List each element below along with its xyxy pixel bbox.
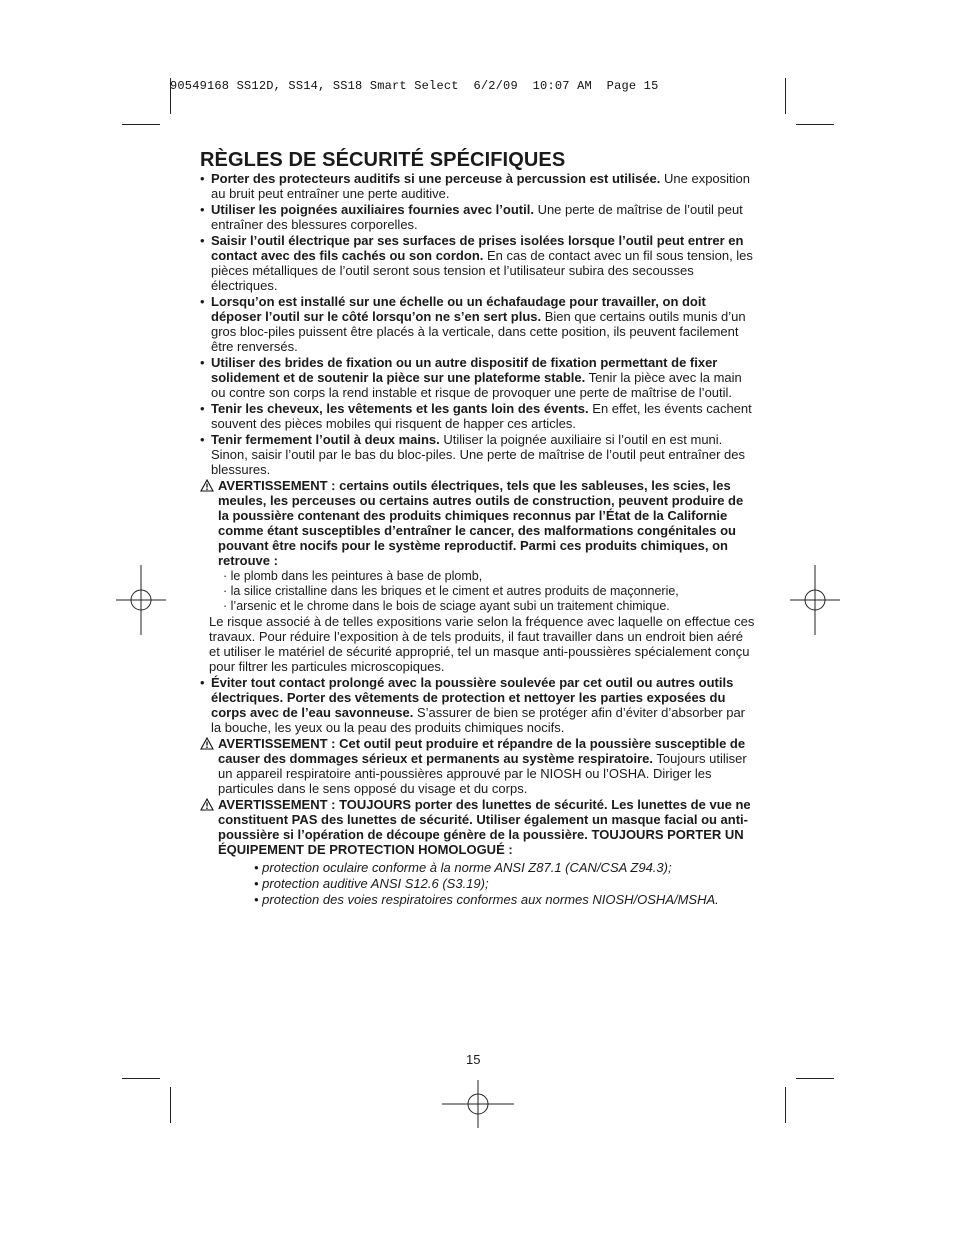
warning-block — [200, 478, 756, 568]
warning-block — [200, 736, 756, 796]
bullet-icon: • — [200, 401, 205, 416]
rule-text: Tenir la pièce avec la main ou contre son corps la rend instable et risque de provoquer une perte de maîtrise de l’outil. — [211, 370, 742, 400]
rule-lead: Porter des protecteurs auditifs si une perceuse à percussion est utilisée. — [211, 171, 661, 186]
print-slug: 90549168 SS12D, SS14, SS18 Smart Select 6/2/09 10:07 AM Page 15 — [170, 79, 659, 93]
crop-mark — [122, 124, 160, 125]
rule-lead: Utiliser des brides de fixation ou un autre dispositif de fixation permettant de fixer solidement et de soutenir la pièce sur une plateforme stable. — [211, 355, 718, 385]
rule-item — [200, 233, 756, 293]
registration-mark-bottom-icon — [442, 1080, 514, 1128]
warning-block — [200, 797, 756, 857]
rule-text: En cas de contact avec un fil sous tension, les pièces métalliques de l’outil seront sous tension et l’utilisateur subira des secousses électriques. — [211, 248, 753, 293]
rule-item — [200, 401, 756, 431]
warning-text: AVERTISSEMENT : certains outils électriques, tels que les sableuses, les scies, les meules, les perceuses ou certains autres outils de construction, peuvent produire de la poussière contenant des produits chimiques reconnus par l’État de la Californie comme étant susceptibles d’entraîner le cancer, des malformations congénitales ou pouvant être nocifs pour le système reproductif. Parmi ces produits chimiques, on retrouve : — [218, 478, 744, 568]
rule-item — [200, 294, 756, 354]
warning-triangle-icon — [200, 737, 214, 753]
page-title: RÈGLES DE SÉCURITÉ SPÉCIFIQUES — [200, 149, 566, 171]
rule-item — [200, 432, 756, 477]
rule-text: Une perte de maîtrise de l’outil peut entraîner des blessures corporelles. — [211, 202, 743, 232]
bullet-icon: • — [200, 294, 205, 309]
rule-text: S’assurer de bien se protéger afin d’éviter d’absorber par la bouche, les yeux ou la peau des produits chimiques nocifs. — [211, 705, 746, 735]
warning-text: AVERTISSEMENT : Cet outil peut produire et répandre de la poussière susceptible de causer des dommages sérieux et permanents au système respiratoire. — [218, 736, 746, 766]
bullet-icon: • — [200, 432, 205, 447]
list-item: • protection oculaire conforme à la norme ANSI Z87.1 (CAN/CSA Z94.3); — [254, 860, 672, 875]
rule-text: Utiliser la poignée auxiliaire si l’outil en est muni. Sinon, saisir l’outil par le bas du bloc-piles. Une perte de maîtrise de l’outil peut entraîner des blessures. — [211, 432, 746, 477]
rule-lead: Éviter tout contact prolongé avec la poussière soulevée par cet outil ou autres outils électriques. Porter des vêtements de protection et nettoyer les parties exposées du corps avec de l’eau savonneuse. — [211, 675, 734, 720]
rule-item — [200, 675, 756, 735]
warning-text: AVERTISSEMENT : TOUJOURS porter des lunettes de sécurité. Les lunettes de vue ne constituent PAS des lunettes de sécurité. Utiliser également un masque facial ou anti-poussière si l’opération de découpe génère de la poussière. TOUJOURS PORTER UN ÉQUIPEMENT DE PROTECTION HOMOLOGUÉ : — [218, 797, 751, 857]
crop-mark — [785, 78, 786, 114]
rule-lead: Lorsqu’on est installé sur une échelle ou un échafaudage pour travailler, on doit déposer l’outil sur le côté lorsqu’on ne s’en sert plus. — [211, 294, 706, 324]
crop-mark — [122, 1078, 160, 1079]
rule-item — [200, 355, 756, 400]
bullet-icon: • — [200, 202, 205, 217]
bullet-icon: • — [200, 233, 205, 248]
bullet-icon: • — [200, 355, 205, 370]
page-number: 15 — [466, 1052, 481, 1067]
rule-lead: Tenir fermement l’outil à deux mains. — [211, 432, 440, 447]
bullet-icon: • — [200, 171, 205, 186]
protection-standards-list — [200, 860, 756, 908]
rule-lead: Utiliser les poignées auxiliaires fournies avec l’outil. — [211, 202, 534, 217]
crop-mark — [796, 1078, 834, 1079]
rule-lead: Tenir les cheveux, les vêtements et les gants loin des évents. — [211, 401, 589, 416]
registration-mark-left-icon — [116, 565, 166, 635]
rule-text: En effet, les évents cachent souvent des pièces mobiles qui risquent de happer ces articles. — [211, 401, 752, 431]
list-item: • protection auditive ANSI S12.6 (S3.19); — [254, 876, 489, 891]
warning-triangle-icon — [200, 798, 214, 814]
bullet-icon: • — [200, 675, 205, 690]
list-item: · le plomb dans les peintures à base de plomb, — [223, 569, 483, 583]
crop-mark — [796, 124, 834, 125]
exposure-paragraph: Le risque associé à de telles expositions varie selon la fréquence avec laquelle on effectue ces travaux. Pour réduire l’exposition à de tels produits, il faut travailler dans un endroit bien aéré et utiliser le matériel de sécurité approprié, tel un masque anti-poussières spécialement conçu pour filtrer les particules microscopiques. — [209, 614, 755, 674]
chemical-list — [200, 569, 756, 614]
list-item: · la silice cristalline dans les briques et le ciment et autres produits de maçonnerie, — [223, 584, 679, 598]
list-item: · l’arsenic et le chrome dans le bois de sciage ayant subi un traitement chimique. — [223, 599, 670, 613]
rule-item — [200, 202, 756, 232]
warning-triangle-icon — [200, 479, 214, 495]
registration-mark-right-icon — [790, 565, 840, 635]
rule-text: Une exposition au bruit peut entraîner une perte auditive. — [211, 171, 751, 201]
crop-mark — [785, 1087, 786, 1123]
rule-item — [200, 171, 756, 201]
rule-lead: Saisir l’outil électrique par ses surfaces de prises isolées lorsque l’outil peut entrer en contact avec des fils cachés ou son cordon. — [211, 233, 744, 263]
warning-detail: Toujours utiliser un appareil respiratoire anti-poussières approuvé par le NIOSH ou l’OSHA. Diriger les particules dans le sens opposé du visage et du corps. — [218, 751, 747, 796]
crop-mark — [170, 1087, 171, 1123]
rule-text: Bien que certains outils munis d’un gros bloc-piles puissent être placés à la verticale, dans cette position, ils peuvent facilement être renversés. — [211, 309, 746, 354]
list-item: • protection des voies respiratoires conformes aux normes NIOSH/OSHA/MSHA. — [254, 892, 719, 907]
safety-rules — [200, 171, 756, 908]
